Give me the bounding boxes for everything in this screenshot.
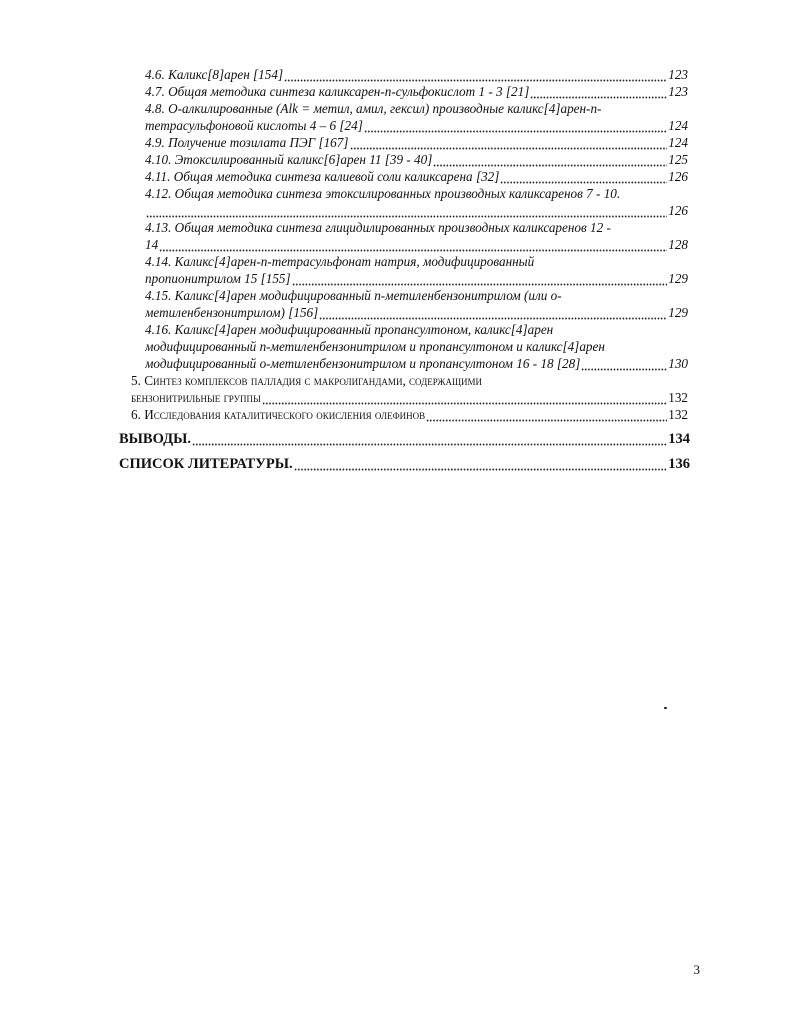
- dot-leader: [146, 203, 667, 219]
- toc-entry-4-13: [145, 237, 688, 253]
- toc-entry-4-8-line1: 4.8. О-алкилированные (Alk = метил, амил, гексил) производные каликс[4]арен-п-: [145, 101, 602, 116]
- toc-section-5-line1: 5. Синтез комплексов палладия с макролигандами, содержащими: [131, 373, 483, 388]
- dot-leader: [159, 237, 667, 253]
- toc-entry-4-16-line1: 4.16. Каликс[4]арен модифицированный пропансултоном, каликс[4]арен: [145, 322, 554, 337]
- dot-leader: [284, 67, 667, 83]
- toc-entry-title: 4.10. Этоксилированный каликс[6]арен 11 [39 - 40]: [145, 152, 433, 167]
- scan-speck: [664, 707, 667, 709]
- toc-entry-4-15-line1: 4.15. Каликс[4]арен модифицированный п-метиленбензонитрилом (или о-: [145, 288, 562, 303]
- toc-entry-title: 4.11. Общая методика синтеза калиевой соли каликсарена [32]: [145, 169, 500, 184]
- toc-entry-4-11: [145, 169, 688, 185]
- toc-entry-4-10: [145, 152, 688, 168]
- dot-leader: [350, 135, 668, 151]
- toc-entry-4-12: [145, 203, 688, 219]
- toc-page-number: 132: [668, 390, 688, 405]
- toc-page-number: 124: [668, 135, 688, 150]
- toc-page-number: 128: [668, 237, 688, 252]
- toc-page-number: 132: [668, 407, 688, 422]
- toc-page-number: 123: [668, 84, 688, 99]
- toc-section-5: [131, 390, 688, 406]
- toc-conclusions: [119, 430, 690, 448]
- toc-entry-title: 14: [145, 237, 159, 252]
- dot-leader: [581, 356, 667, 372]
- toc-page-number: 130: [668, 356, 688, 371]
- toc-entry-title: 6. Исследования каталитического окисления олефинов: [131, 407, 426, 422]
- toc-entry-title: 4.7. Общая методика синтеза каликсарен-n-сульфокислот 1 - 3 [21]: [145, 84, 530, 99]
- dot-leader: [530, 84, 667, 100]
- toc-entry-4-13-line1: 4.13. Общая методика синтеза глицидилированных производных каликсаренов 12 -: [145, 220, 611, 235]
- toc-page-number: 124: [668, 118, 688, 133]
- toc-page-number: 129: [668, 305, 688, 320]
- toc-entry-4-12-line1: 4.12. Общая методика синтеза этоксилированных производных каликсаренов 7 - 10.: [145, 186, 621, 201]
- toc-references: [119, 455, 690, 473]
- toc-entry-title: ВЫВОДЫ.: [119, 431, 191, 447]
- toc-page-number: 126: [668, 169, 688, 184]
- page-number: 3: [693, 962, 700, 977]
- toc-entry-title: бензонитрильные группы: [131, 390, 261, 405]
- toc-entry-4-14-line1: 4.14. Каликс[4]арен-п-тетрасульфонат натрия, модифицированный: [145, 254, 535, 269]
- toc-section-6: [131, 407, 688, 423]
- toc-entry-title: пропионитрилом 15 [155]: [145, 271, 291, 286]
- toc-page-number: 136: [668, 456, 690, 472]
- toc-entry-title: 4.9. Получение тозилата ПЭГ [167]: [145, 135, 349, 150]
- toc-entry-title: СПИСОК ЛИТЕРАТУРЫ.: [119, 456, 293, 472]
- toc-entry-4-9: [145, 135, 688, 151]
- dot-leader: [364, 118, 667, 134]
- toc-page-number: 123: [668, 67, 688, 82]
- dot-leader: [319, 305, 667, 321]
- toc-entry-4-16: [145, 356, 688, 372]
- dot-leader: [292, 271, 668, 287]
- toc-entry-4-15: [145, 305, 688, 321]
- toc-entry-title: модифицированный о-метиленбензонитрилом и пропансултоном 16 - 18 [28]: [145, 356, 581, 371]
- toc-entry-title: 4.6. Каликс[8]арен [154]: [145, 67, 284, 82]
- toc-page-number: 134: [668, 431, 690, 447]
- toc-entry-4-16-line2: модифицированный п-метиленбензонитрилом и пропансултоном и каликс[4]арен: [145, 339, 605, 354]
- toc-entry-4-14: [145, 271, 688, 287]
- toc-entry-4-6: [145, 67, 688, 83]
- toc-page-number: 126: [668, 203, 688, 218]
- toc-entry-4-7: [145, 84, 688, 100]
- toc-page-number: 129: [668, 271, 688, 286]
- dot-leader: [433, 152, 667, 168]
- toc-page-number: 125: [668, 152, 688, 167]
- dot-leader: [192, 430, 667, 448]
- dot-leader: [262, 390, 667, 406]
- dot-leader: [294, 455, 668, 473]
- dot-leader: [426, 407, 667, 423]
- dot-leader: [500, 169, 667, 185]
- toc-entry-title: тетрасульфоновой кислоты 4 – 6 [24]: [145, 118, 363, 133]
- toc-entry-title: метиленбензонитрилом) [156]: [145, 305, 319, 320]
- toc-entry-4-8: [145, 118, 688, 134]
